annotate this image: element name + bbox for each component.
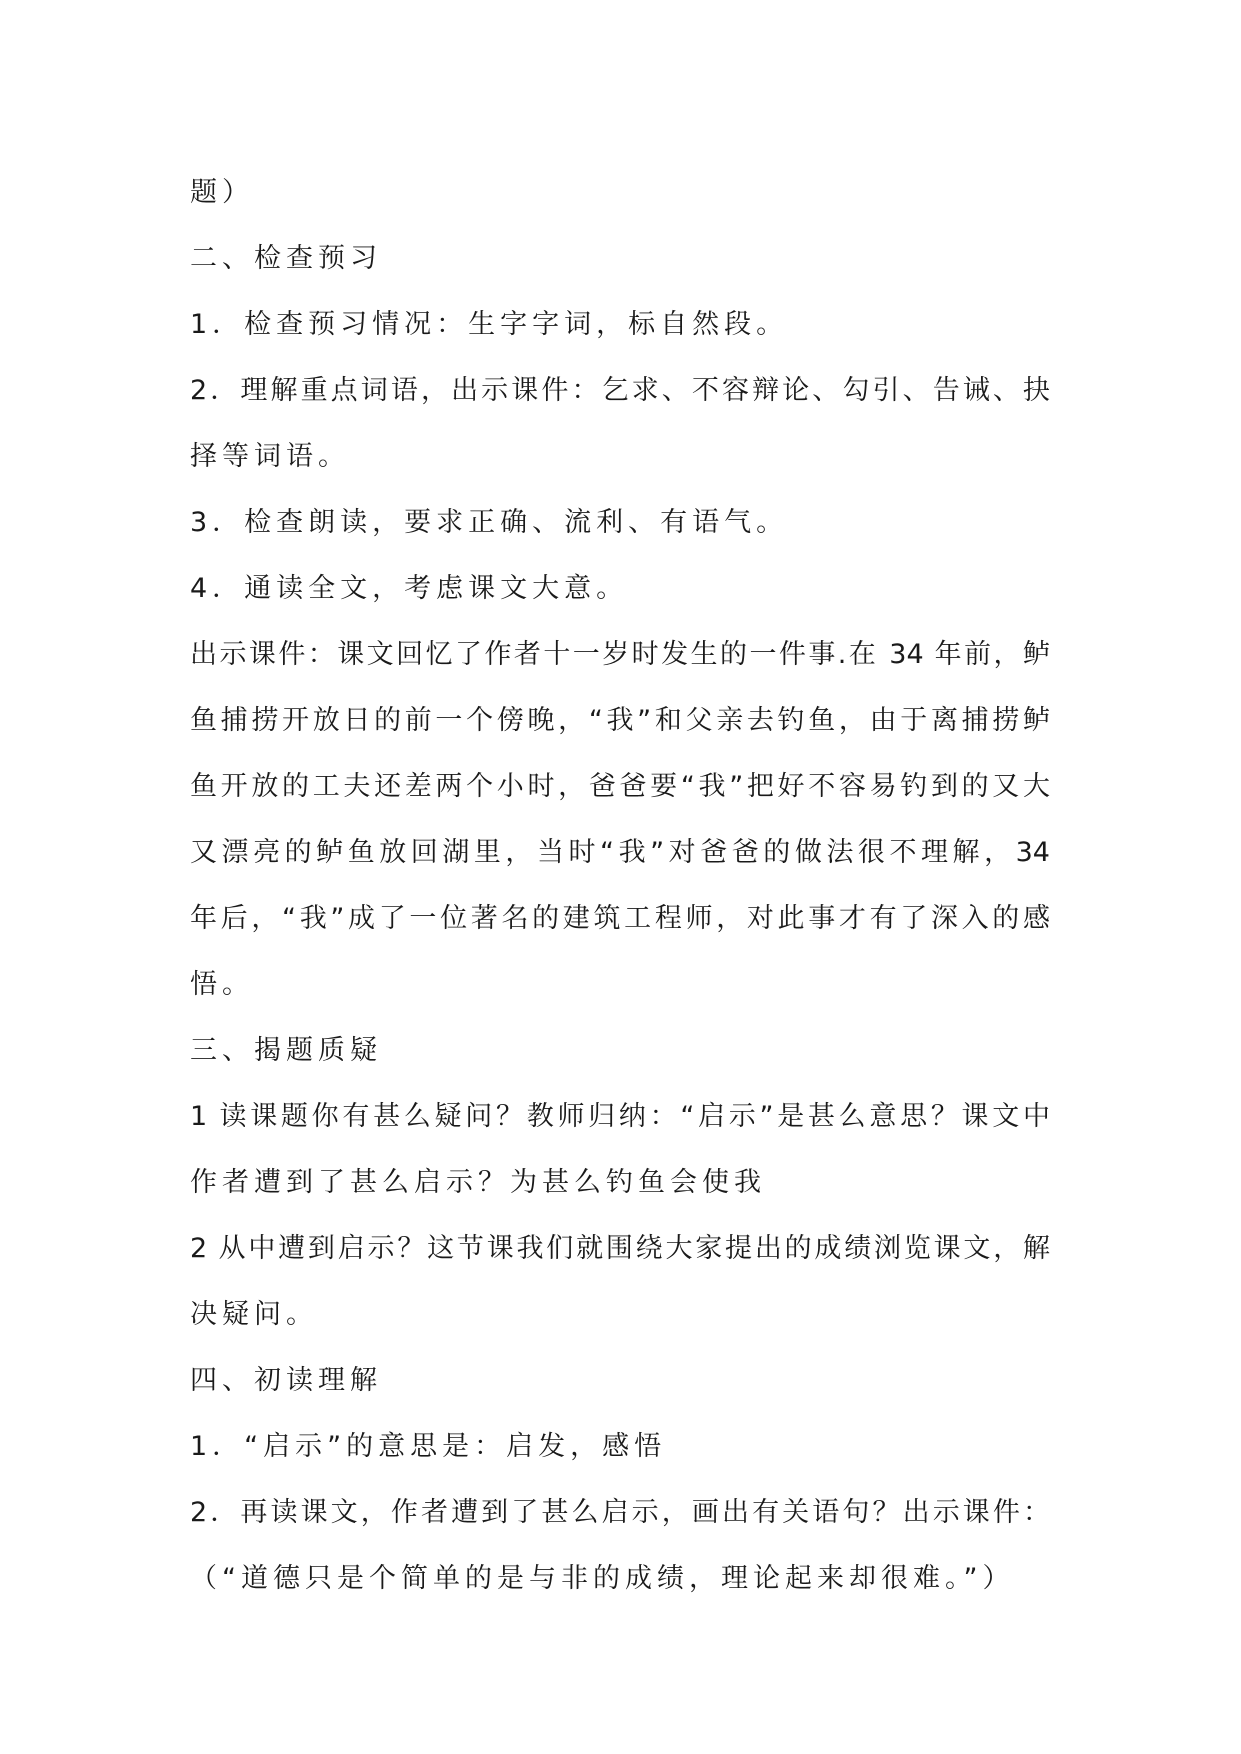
text-line: 3．检查朗读，要求正确、流利、有语气。 [190,507,789,538]
text-line: 1．检查预习情况：生字字词，标自然段。 [190,309,789,340]
document-page [190,160,1050,1612]
text-line: 悟。 [190,969,254,1000]
text-line: 2．再读课文，作者遭到了甚么启示，画出有关语句？出示课件： [190,1497,1050,1528]
text-line: 决疑问。 [190,1299,318,1330]
text-line: 4．通读全文，考虑课文大意。 [190,573,629,604]
text-line: 鱼捕捞开放日的前一个傍晚，“我”和父亲去钓鱼，由于离捕捞鲈 [190,705,1050,736]
text-line: 1．“启示”的意思是：启发，感悟 [190,1431,667,1462]
text-line: 题） [190,177,254,208]
text-line: 2 从中遭到启示？这节课我们就围绕大家提出的成绩浏览课文，解 [190,1233,1050,1264]
section-heading: 三、揭题质疑 [190,1035,382,1066]
text-line: 择等词语。 [190,441,350,472]
text-line: 年后，“我”成了一位著名的建筑工程师，对此事才有了深入的感 [190,903,1050,934]
text-line: 2．理解重点词语，出示课件：乞求、不容辩论、勾引、告诫、抉 [190,375,1050,406]
text-line: 又漂亮的鲈鱼放回湖里，当时“我”对爸爸的做法很不理解，34 [190,837,1050,868]
text-line: 1 读课题你有甚么疑问？教师归纳：“启示”是甚么意思？课文中 [190,1101,1050,1132]
text-line: 鱼开放的工夫还差两个小时，爸爸要“我”把好不容易钓到的又大 [190,771,1050,802]
text-line: 出示课件：课文回忆了作者十一岁时发生的一件事.在 34 年前，鲈 [190,639,1050,670]
text-line: 作者遭到了甚么启示？为甚么钓鱼会使我 [190,1167,766,1198]
section-heading: 四、初读理解 [190,1365,382,1396]
text-line: （“道德只是个简单的是与非的成绩，理论起来却很难。”） [190,1563,1015,1594]
section-heading: 二、检查预习 [190,243,382,274]
